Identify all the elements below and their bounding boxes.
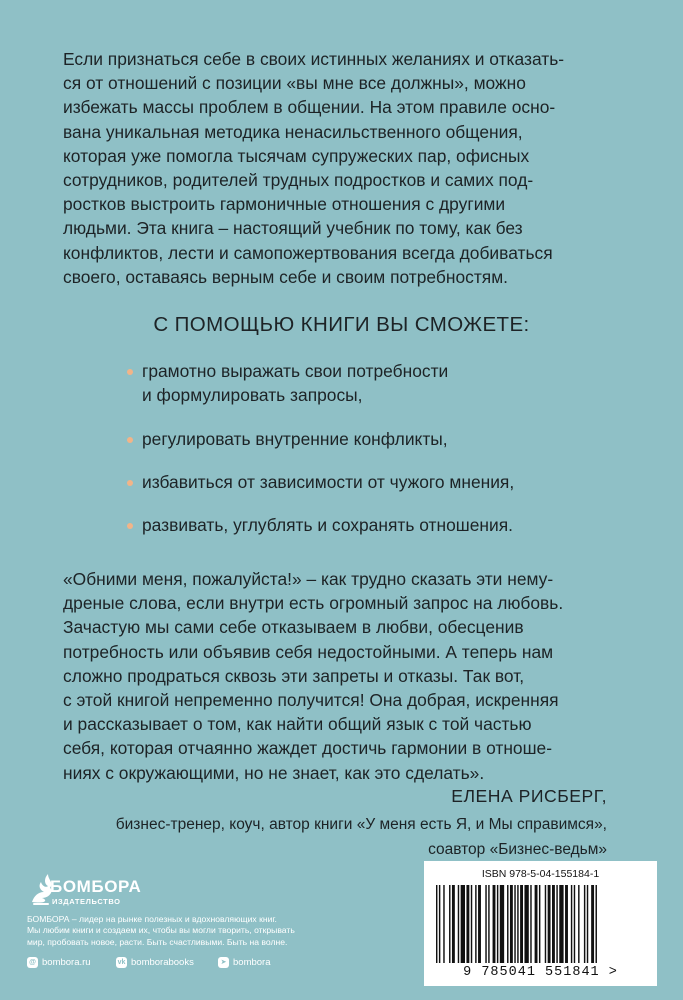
- quote-line: «Обними меня, пожалуйста!» – как трудно сказать эти нему-: [63, 569, 554, 589]
- intro-line: Если признаться себе в своих истинных желаниях и отказать-: [63, 49, 565, 69]
- telegram-icon: ➤: [218, 957, 229, 968]
- benefit-line: развивать, углублять и сохранять отношения.: [142, 515, 513, 535]
- author-name: ЕЛЕНА РИСБЕРГ,: [451, 786, 607, 806]
- isbn-barcode: [424, 861, 657, 986]
- barcode-bar: [565, 885, 568, 963]
- barcode-bar: [574, 885, 575, 963]
- intro-line: избежать массы проблем в общении. На этом правиле осно-: [63, 97, 556, 118]
- quote-line: Зачастую мы сами себе отказываем в любви, обесценив: [63, 617, 524, 638]
- social-label: bombora: [233, 957, 271, 968]
- barcode-bar: [517, 885, 518, 963]
- intro-line: сотрудников, родителей трудных подростков и самих под-: [63, 170, 534, 191]
- benefit-item: [127, 513, 627, 537]
- barcode-bar: [507, 885, 508, 963]
- publisher-about: [27, 914, 347, 948]
- barcode-bar: [439, 885, 440, 963]
- barcode-bar: [475, 885, 476, 963]
- isbn-digits: 9 785041 551841 >: [463, 965, 618, 980]
- bullet-dot-icon: [127, 480, 133, 486]
- barcode-bar: [556, 885, 557, 963]
- author-role-line: соавтор «Бизнес-ведьм»: [428, 840, 607, 858]
- intro-paragraph: [63, 47, 623, 289]
- benefit-item: [127, 470, 627, 494]
- barcode-bar: [443, 885, 444, 963]
- about-line: мир, пробовать новое, расти. Быть счастливыми. Быть на волне.: [27, 936, 288, 947]
- barcode-bar: [552, 885, 555, 963]
- quote-line: потребность или объявив себя недостойными. А теперь нам: [63, 641, 554, 662]
- barcode-bar: [461, 885, 465, 963]
- barcode-bar: [578, 885, 579, 963]
- isbn-label: ISBN 978-5-04-155184-1: [481, 868, 600, 880]
- social-label: bombora.ru: [42, 957, 91, 968]
- barcode-bar: [596, 885, 597, 963]
- barcode-bar: [458, 885, 459, 963]
- barcode-bar: [436, 885, 437, 963]
- publisher-subtitle: ИЗДАТЕЛЬСТВО: [52, 897, 121, 906]
- intro-line: людьми. Эта книга – настоящий учебник по тому, как без: [63, 218, 523, 239]
- bullet-dot-icon: [127, 437, 133, 443]
- barcode-bar: [478, 885, 481, 963]
- about-line: Мы любим книги и создаем их, чтобы вы могли творить, открывать: [27, 925, 295, 936]
- barcode-bar: [520, 885, 523, 963]
- benefit-line: грамотно выражать свои потребности: [142, 361, 449, 381]
- barcode-bar: [571, 885, 572, 963]
- quote-line: и рассказывает о том, как найти общий язык с той частью: [63, 714, 532, 735]
- barcode-bar: [497, 885, 498, 963]
- barcode-bar: [500, 885, 504, 963]
- author-role-line: бизнес-тренер, коуч, автор книги «У меня есть Я, и Мы справимся»,: [115, 816, 607, 833]
- quote-line: ниях с окружающими, но не знает, как это сделать».: [63, 762, 485, 783]
- mail-icon: @: [27, 957, 38, 968]
- barcode-bar: [559, 885, 563, 963]
- barcode-bar: [539, 885, 540, 963]
- barcode-bar: [514, 885, 515, 963]
- publisher-name: БОМБОРА: [50, 877, 142, 896]
- social-link-site[interactable]: [27, 957, 91, 968]
- intro-line: ростков выстроить гармоничные отношения с другими: [63, 194, 506, 215]
- barcode-bar: [524, 885, 528, 963]
- benefit-item: [127, 427, 627, 451]
- barcode-bar: [471, 885, 472, 963]
- intro-line: конфликтов, лести и самопожертвования всегда добиваться: [63, 242, 553, 263]
- benefit-line: регулировать внутренние конфликты,: [142, 429, 448, 449]
- intro-line: вана уникальная методика ненасильственного общения,: [63, 121, 523, 142]
- quote-line: с этой книгой непременно получится! Она добрая, искренняя: [63, 690, 559, 711]
- bullet-dot-icon: [127, 523, 133, 529]
- barcode-bar: [488, 885, 489, 963]
- intro-line: своего, оставаясь верным себе и своим потребностям.: [63, 266, 509, 287]
- barcode-bar: [510, 885, 513, 963]
- social-link-telegram[interactable]: [218, 957, 271, 968]
- benefit-line: и формулировать запросы,: [142, 385, 363, 406]
- quote-line: себя, которая отчаянно жаждет достичь гармонии в отноше-: [63, 738, 553, 759]
- quote-line: сложно продраться сквозь эти запреты и отказы. Так вот,: [63, 665, 525, 686]
- barcode-bar: [449, 885, 450, 963]
- vk-icon: vk: [117, 959, 126, 966]
- barcode-bar: [466, 885, 469, 963]
- barcode-bar: [591, 885, 594, 963]
- author-role: [116, 813, 607, 862]
- barcode-bar: [584, 885, 585, 963]
- social-link-vk[interactable]: [116, 957, 194, 968]
- intro-line: которая уже помогла тысячам супружеских пар, офисных: [63, 145, 530, 166]
- benefits-heading: С ПОМОЩЬЮ КНИГИ ВЫ СМОЖЕТЕ:: [153, 313, 530, 336]
- barcode-bars: [436, 885, 645, 965]
- barcode-bar: [535, 885, 538, 963]
- barcode-bar: [530, 885, 531, 963]
- barcode-bar: [587, 885, 588, 963]
- barcode-bar: [548, 885, 551, 963]
- review-quote: [63, 567, 623, 785]
- barcode-bar: [485, 885, 486, 963]
- benefit-item: [127, 359, 627, 407]
- benefit-line: избавиться от зависимости от чужого мнения,: [142, 472, 515, 492]
- barcode-bar: [545, 885, 546, 963]
- about-line: БОМБОРА – лидер на рынке полезных и вдохновляющих книг.: [27, 914, 277, 924]
- barcode-bar: [493, 885, 496, 963]
- barcode-bar: [452, 885, 455, 963]
- quote-line: дреные слова, если внутри есть огромный запрос на любовь.: [63, 593, 564, 614]
- intro-line: ся от отношений с позиции «вы мне все должны», можно: [63, 73, 526, 94]
- social-label: bomborabooks: [131, 957, 194, 968]
- bullet-dot-icon: [127, 369, 133, 375]
